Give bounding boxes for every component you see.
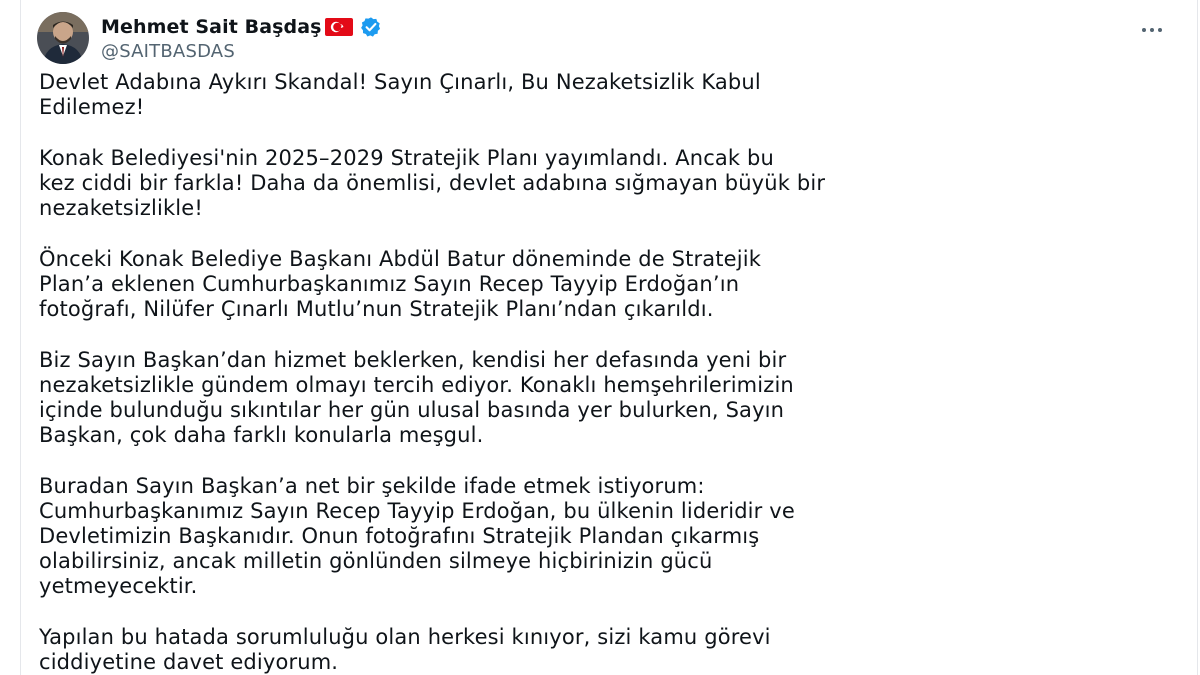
display-name[interactable]: Mehmet Sait Başdaş xyxy=(101,15,322,38)
tweet-paragraph: Önceki Konak Belediye Başkanı Abdül Batur döneminde de Stratejik Plan’a eklenen Cumhurbaşkanımız Sayın Recep Tayyip Erdoğan’ın fotoğrafı, Nilüfer Çınarlı Mutlu’nun Stratejik Planı’ndan çıkarıldı. xyxy=(39,247,762,321)
tweet-body xyxy=(39,70,1159,675)
turkey-flag-icon xyxy=(324,17,354,37)
verified-badge-icon xyxy=(360,16,382,38)
avatar[interactable] xyxy=(37,12,89,64)
tweet-card xyxy=(20,0,1198,675)
author-names xyxy=(101,15,382,62)
handle[interactable]: @SAITBASDAS xyxy=(101,40,235,62)
tweet-header xyxy=(37,12,382,64)
tweet-paragraph: Devlet Adabına Aykırı Skandal! Sayın Çınarlı, Bu Nezaketsizlik Kabul Edilemez! xyxy=(39,70,761,119)
tweet-paragraph: Biz Sayın Başkan’dan hizmet beklerken, kendisi her defasında yeni bir nezaketsizlikle gündem olmayı tercih ediyor. Konaklı hemşehrilerimizin içinde bulunduğu sıkıntılar her gün ulusal basında yer bulurken, Sayın Başkan, çok daha farklı konularla meşgul. xyxy=(39,348,794,447)
name-row xyxy=(101,15,382,39)
tweet-paragraph: Yapılan bu hatada sorumluluğu olan herkesi kınıyor, sizi kamu görevi ciddiyetine davet ediyorum. xyxy=(39,625,771,674)
tweet-paragraph: Konak Belediyesi'nin 2025–2029 Stratejik Planı yayımlandı. Ancak bu kez ciddi bir farkla! Daha da önemlisi, devlet adabına sığmayan büyük bir nezaketsizlikle! xyxy=(39,146,826,220)
tweet-paragraph: Buradan Sayın Başkan’a net bir şekilde ifade etmek istiyorum: Cumhurbaşkanımız Sayın Recep Tayyip Erdoğan, bu ülkenin lideridir ve Devletimizin Başkanıdır. Onun fotoğrafını Stratejik Plandan çıkarmış olabilirsiniz, ancak milletin gönlünden silmeye hiçbirinizin gücü yetmeyecektir. xyxy=(39,474,795,598)
avatar-image xyxy=(37,12,89,64)
more-options-icon[interactable] xyxy=(1137,18,1167,42)
